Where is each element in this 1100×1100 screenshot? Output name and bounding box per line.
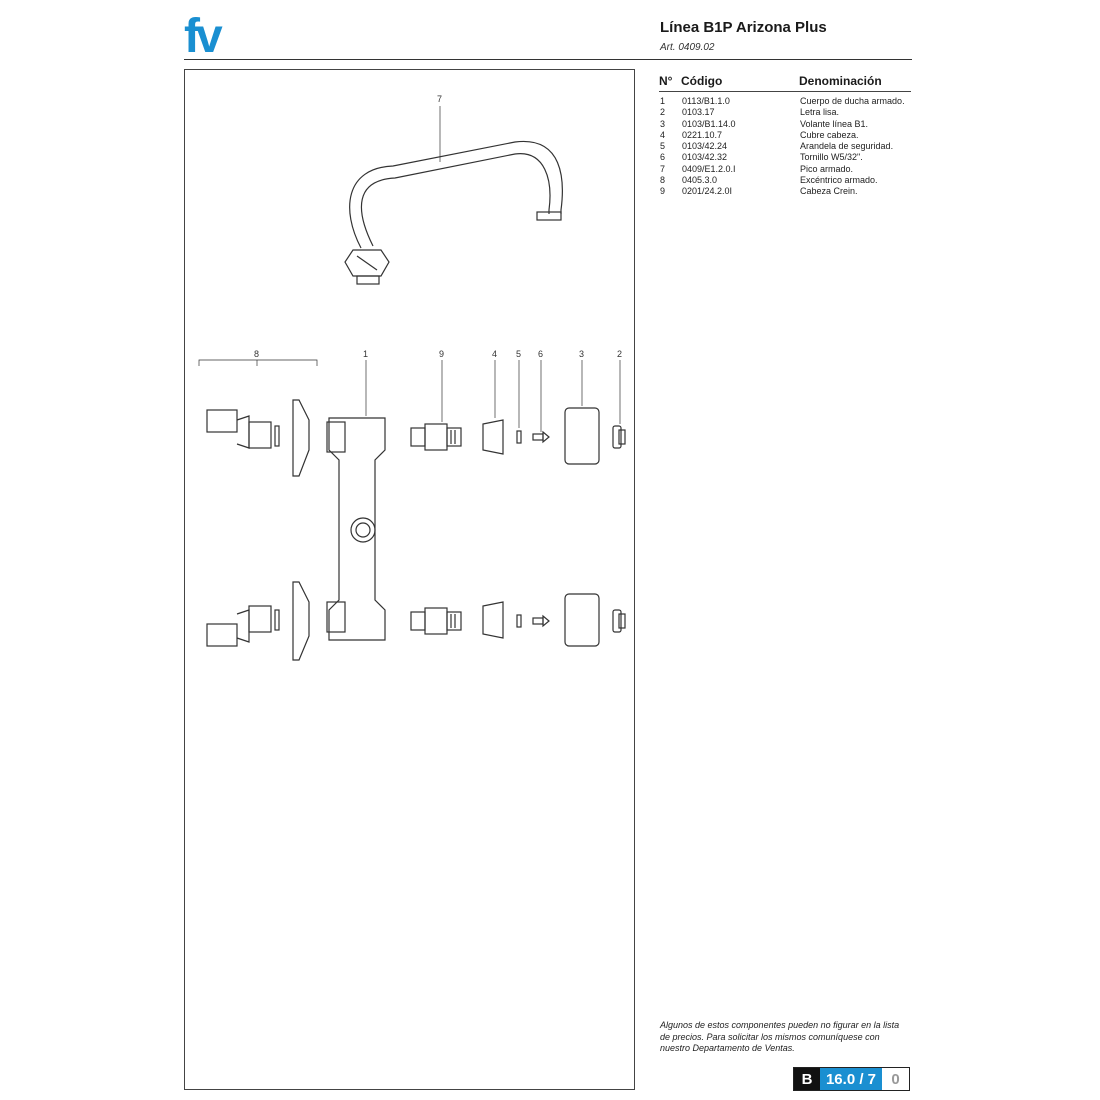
handle-top-part	[565, 408, 599, 464]
washer-top-part	[517, 431, 521, 443]
row-name: Tornillo W5/32".	[800, 152, 863, 163]
svg-text:fv: fv	[184, 12, 219, 56]
callout-1: 1	[363, 349, 369, 359]
badge-revision: 0	[882, 1068, 909, 1090]
shower-body-part	[327, 418, 385, 640]
row-number: 2	[660, 107, 666, 118]
row-code: 0405.3.0	[682, 175, 718, 186]
row-name: Cubre cabeza.	[800, 129, 859, 140]
table-row	[659, 141, 911, 152]
row-name: Cabeza Crein.	[800, 186, 858, 197]
head-bottom-part	[411, 608, 461, 634]
row-code: 0103/B1.14.0	[682, 118, 736, 129]
parts-table	[659, 72, 911, 198]
row-number: 1	[660, 96, 666, 106]
parts-table-header	[659, 72, 911, 90]
table-row	[659, 152, 911, 163]
cover-top-part	[483, 420, 503, 454]
row-name: Pico armado.	[800, 163, 854, 174]
callout-6: 6	[538, 349, 544, 359]
row-number: 8	[660, 175, 666, 186]
screw-top-part	[533, 432, 549, 442]
row-code: 0103/42.32	[682, 152, 728, 163]
table-row	[659, 186, 911, 197]
row-code: 0113/B1.1.0	[682, 96, 730, 106]
callout-7: 7	[437, 94, 443, 104]
row-number: 4	[660, 129, 666, 140]
row-name: Cuerpo de ducha armado.	[800, 96, 905, 106]
spout-part	[345, 106, 562, 284]
exploded-drawing	[185, 70, 634, 1089]
cover-bottom-part	[483, 602, 503, 638]
row-number: 6	[660, 152, 666, 163]
table-row	[659, 175, 911, 186]
callout-3: 3	[579, 349, 585, 359]
row-code: 0409/E1.2.0.I	[682, 163, 736, 174]
callout-5: 5	[516, 349, 522, 359]
footnote: Algunos de estos componentes pueden no figurar en la lista de precios. Para solicitar los mismos comuníquese con nuestro Departamento de Ventas.	[660, 1020, 900, 1053]
washer-bottom-part	[517, 615, 521, 627]
article-number: Art. 0409.02	[660, 42, 715, 53]
table-row	[659, 107, 911, 118]
callout-4: 4	[492, 349, 498, 359]
row-number: 9	[660, 186, 666, 197]
table-row	[659, 119, 911, 130]
plate-bottom-part	[613, 610, 625, 632]
row-number: 5	[660, 141, 666, 152]
row-name: Volante línea B1.	[800, 118, 869, 129]
row-number: 3	[660, 118, 666, 129]
row-number: 7	[660, 163, 666, 174]
page-badge	[793, 1067, 910, 1091]
badge-page-number: 16.0 / 7	[820, 1068, 882, 1090]
table-row	[659, 130, 911, 141]
row-code: 0103.17	[682, 107, 715, 118]
exploded-drawing-frame	[184, 69, 635, 1090]
badge-section-letter: B	[794, 1068, 820, 1090]
table-row	[659, 164, 911, 175]
header-number: N°	[659, 74, 673, 88]
row-code: 0201/24.2.0I	[682, 186, 733, 197]
header-divider	[184, 59, 912, 60]
row-code: 0221.10.7	[682, 129, 723, 140]
head-top-part	[411, 424, 461, 450]
header-code: Código	[681, 74, 723, 88]
document-title: Línea B1P Arizona Plus	[660, 19, 827, 36]
parts-table-divider	[659, 91, 911, 92]
handle-bottom-part	[565, 594, 599, 646]
plate-top-part	[613, 426, 625, 448]
callout-2: 2	[617, 349, 623, 359]
callout-9: 9	[439, 349, 445, 359]
eccentric-top-part	[199, 360, 317, 476]
row-name: Excéntrico armado.	[800, 175, 878, 186]
table-row	[659, 96, 911, 107]
eccentric-bottom-part	[207, 582, 309, 660]
row-code: 0103/42.24	[682, 141, 728, 152]
screw-bottom-part	[533, 616, 549, 626]
row-name: Letra lisa.	[800, 107, 840, 118]
header-name: Denominación	[799, 74, 882, 88]
callout-8: 8	[254, 349, 260, 359]
row-name: Arandela de seguridad.	[800, 141, 894, 152]
fv-logo-icon	[184, 12, 234, 56]
